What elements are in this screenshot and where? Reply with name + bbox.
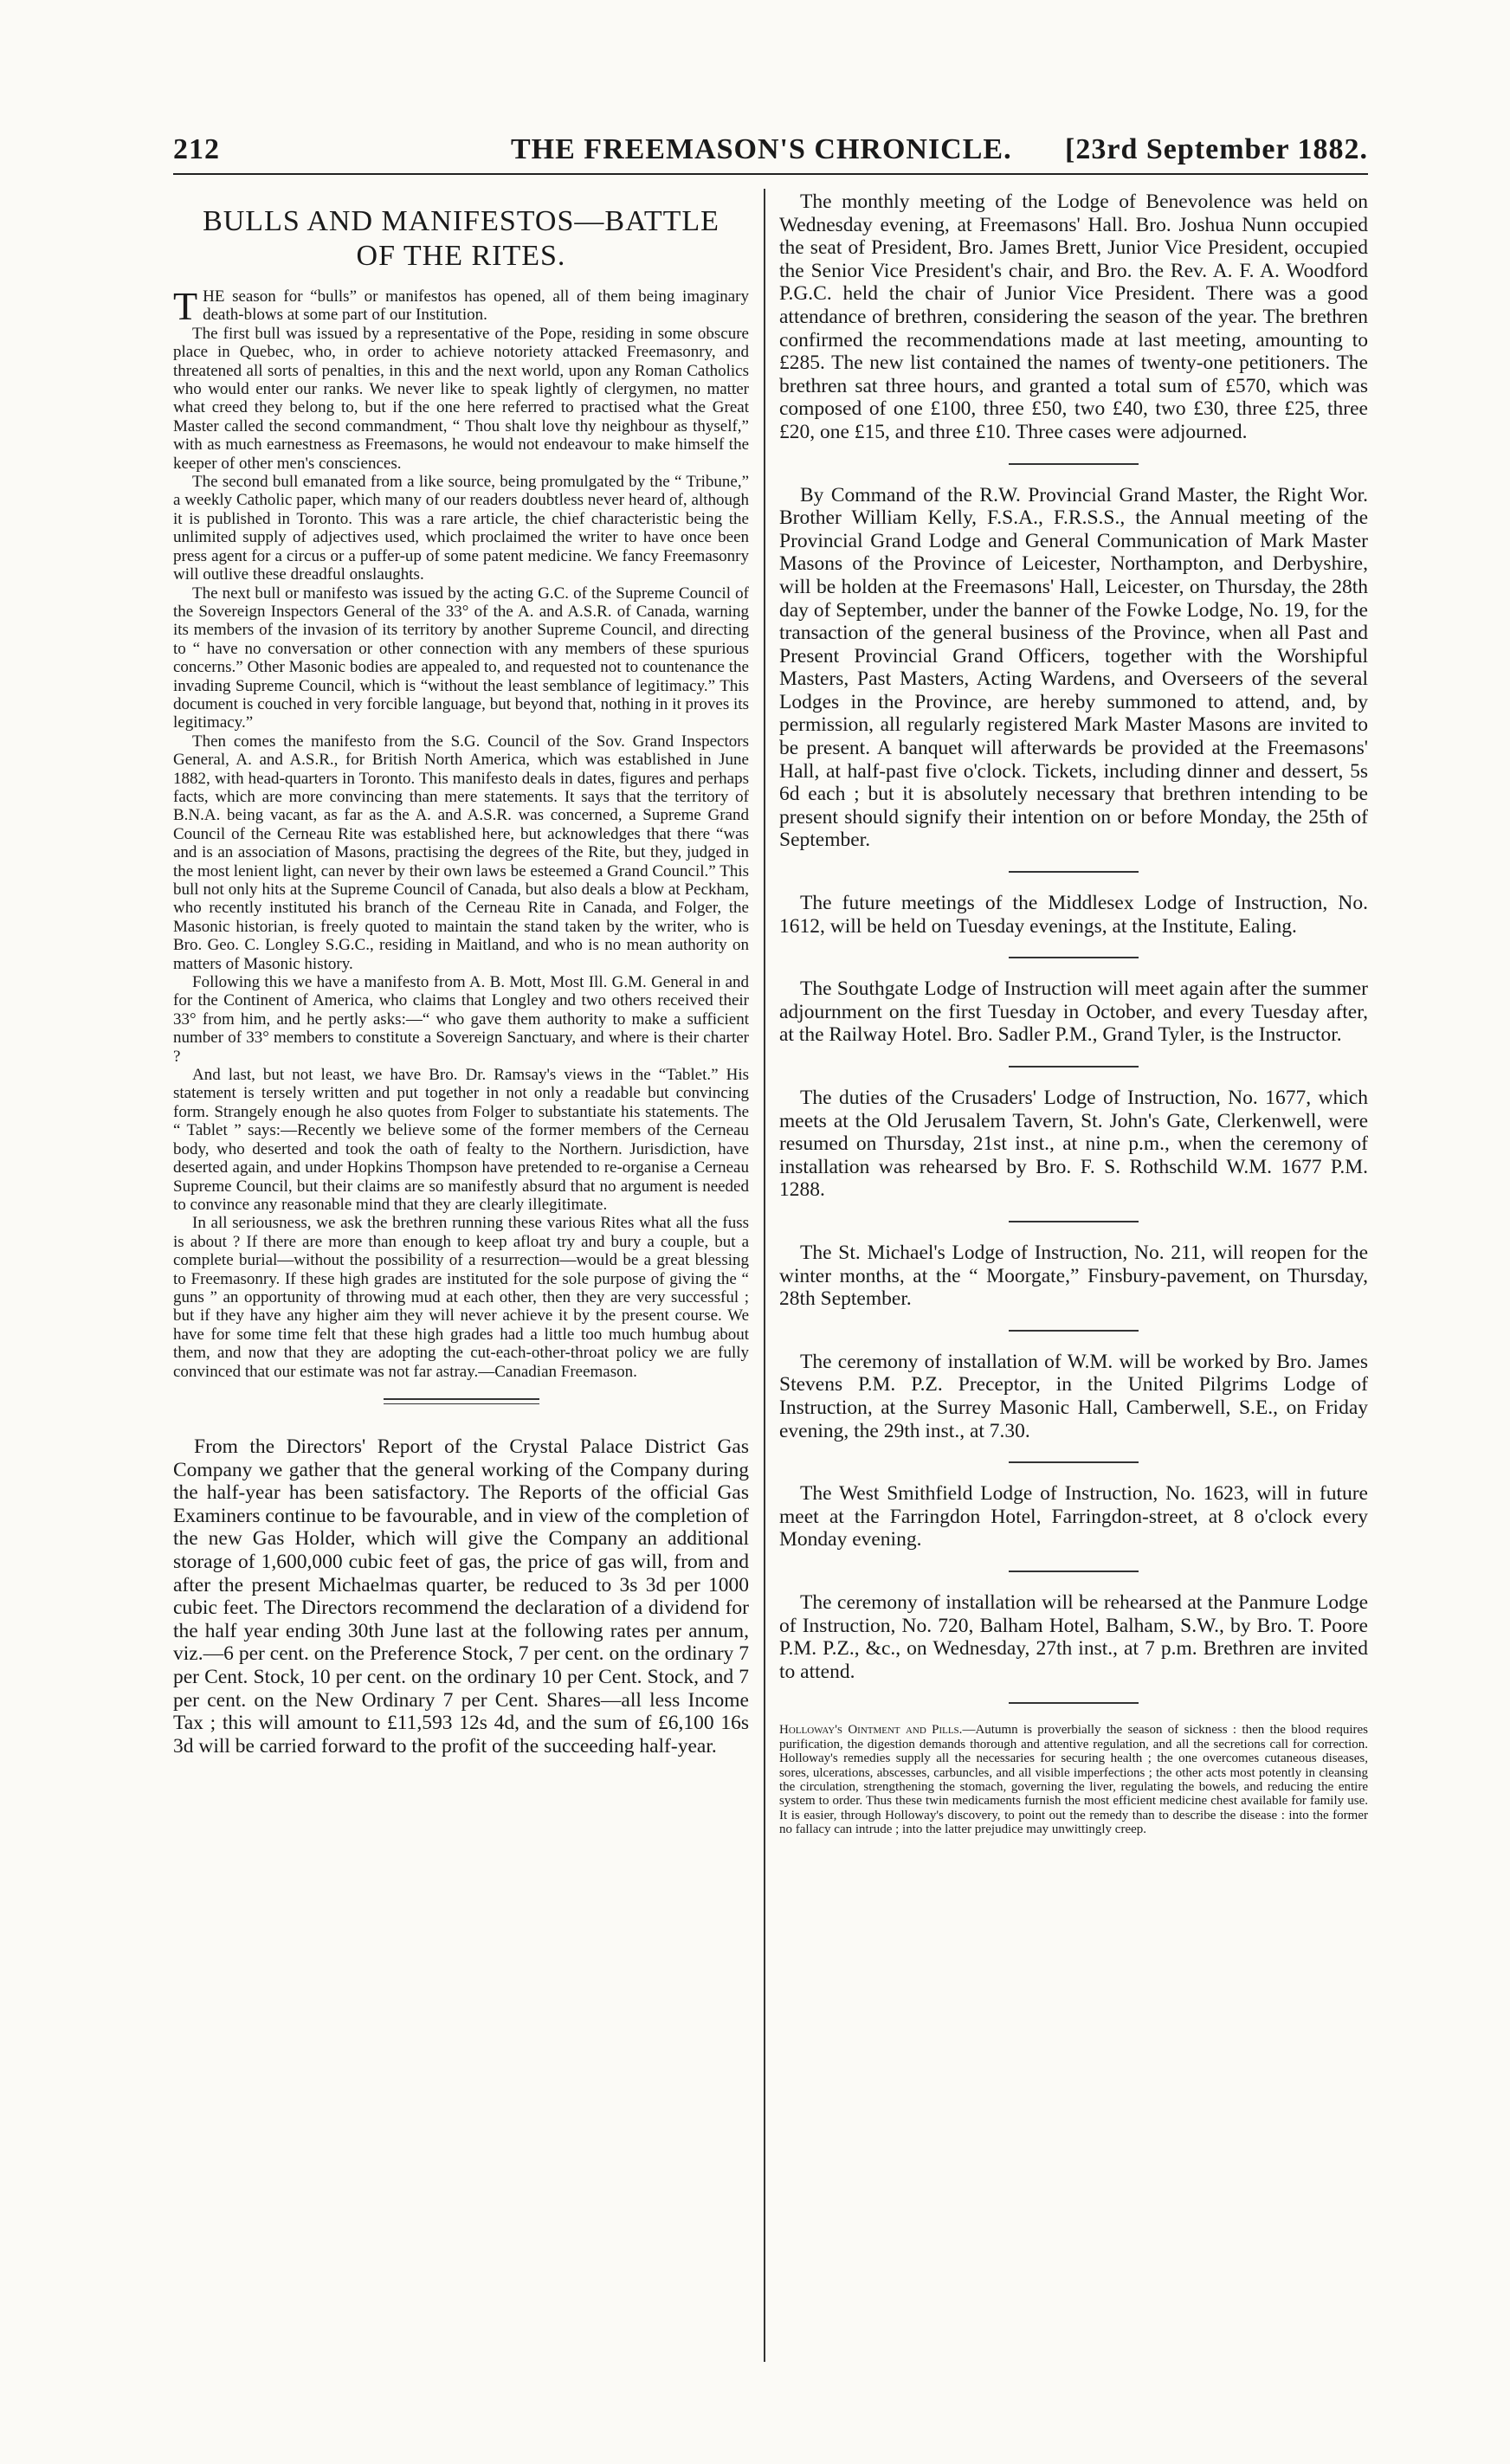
page-header — [173, 130, 1368, 170]
west-smithfield-notice: The West Smithfield Lodge of Instruction, No. 1623, will in future meet at the Farringdon Hotel, Farringdon-street, at 8 o'clock every Monday evening. — [779, 1482, 1368, 1551]
advert-body: —Autumn is proverbially the season of sickness : then the blood requires purification, the digestion demands thorough and attentive regulation, and all the secretions call for correction. Holloway's remedies supply all the necessaries for securing health ; the one overcomes cutaneous diseases, sores, ulcerations, abscesses, carbuncles, and all visible imperfections ; the other acts most potently in cleansing the circulation, strengthening the stomach, governing the liver, regulating the bowels, and reducing the entire system to order. Thus these twin medicaments furnish the most efficient medicine chest available for family use. It is easier, through Holloway's discovery, to point out the remedy than to describe the disease : into the former no fallacy can intrude ; into the latter prejudice may unwittingly creep. — [779, 1723, 1368, 1837]
article-paragraph: The next bull or manifesto was issued by the acting G.C. of the Supreme Council of the Sovereign Inspectors General of the 33° of the A. and A.S.R. of Canada, warning its members of the invasion of its territory by another Supreme Council, and directing to “ have no conversation or other connection with any members of these spurious concerns.” Other Masonic bodies are appealed to, and requested not to countenance the invading Supreme Council, which is “without the least semblance of legitimacy.” This document is couched in very forcible language, but beyond that, nothing in it proves its legitimacy.” — [173, 584, 749, 732]
section-divider — [1009, 1066, 1139, 1068]
provincial-notice: By Command of the R.W. Provincial Grand Master, the Right Wor. Brother William Kelly, F.S.A., F.R.S.S., the Annual meeting of the Provincial Grand Lodge and General Communication of Mark Master Masons of the Province of Leicester, Northampton, and Derbyshire, will be holden at the Freemasons' Hall, Leicester, on Thursday, the 28th day of September, under the banner of the Fowke Lodge, No. 19, for the transaction of the general business of the Province, when all Past and Present Provincial Grand Officers, together with the Worshipful Masters, Past Masters, Acting Wardens, and Overseers of the several Lodges in the Province, are hereby summoned to attend, and, by permission, all regularly registered Mark Master Masons are invited to be present. A banquet will afterwards be provided at the Freemasons' Hall, at half-past five o'clock. Tickets, including dinner and dessert, 5s 6d each ; but it is absolutely necessary that brethren intending to be present should signify their intention on or before Monday, the 25th of September. — [779, 483, 1368, 852]
section-divider — [1009, 463, 1139, 465]
benevolence-notice: The monthly meeting of the Lodge of Benevolence was held on Wednesday evening, at Freemasons' Hall. Bro. Joshua Nunn occupied the seat of President, Bro. James Brett, Junior Vice President, occupied the Senior Vice President's chair, and Bro. the Rev. A. F. A. Woodford P.G.C. held the chair of Junior Vice President. There was a good attendance of brethren, considering the season of the year. The brethren confirmed the recommendations made at last meeting, amounting to £285. The new list contained the names of twenty-one petitioners. The brethren sat three hours, and granted a total sum of £570, which was composed of one £100, three £50, two £40, two £30, three £25, three £20, one £15, and three £10. Three cases were adjourned. — [779, 190, 1368, 443]
article-paragraph: And last, but not least, we have Bro. Dr. Ramsay's views in the “Tablet.” His statement is tersely written and put together in not only a readable but convincing form. Strangely enough he also quotes from Folger to substantiate his statements. The “ Tablet ” says:—Recently we believe some of the former members of the Cerneau body, who deserted and took the oath of fealty to the Northern. Jurisdiction, have deserted again, and under Hopkins Thompson have pretended to re-organise a Cerneau Supreme Council, but their claims are so manifestly absurd that no argument is needed to convince any reasonable mind that they are clearly illegitimate. — [173, 1066, 749, 1214]
st-michael-notice: The St. Michael's Lodge of Instruction, No. 211, will reopen for the winter months, at the “ Moorgate,” Finsbury-pavement, on Thursday, 28th September. — [779, 1241, 1368, 1311]
left-column — [173, 190, 749, 1758]
header-rule — [173, 173, 1368, 175]
section-divider — [1009, 1330, 1139, 1332]
panmure-notice: The ceremony of installation will be rehearsed at the Panmure Lodge of Instruction, No. 720, Balham Hotel, Balham, S.W., by Bro. T. Poore P.M. P.Z., &c., on Wednesday, 27th inst., at 7 p.m. Brethren are invited to attend. — [779, 1590, 1368, 1683]
section-divider — [1009, 871, 1139, 873]
article-paragraph: The second bull emanated from a like source, being promulgated by the “ Tribune,” a weekly Catholic paper, which many of our readers doubtless never heard of, although it is published in Toronto. This was a rare article, the chief characteristic being the unlimited supply of adjectives used, which proclaimed the writer to have once been press agent for a circus or a puffer-up of some patent medicine. We fancy Freemasonry will outlive these dreadful onslaughts. — [173, 473, 749, 584]
united-pilgrims-notice: The ceremony of installation of W.M. will be worked by Bro. James Stevens P.M. P.Z. Preceptor, in the United Pilgrims Lodge of Instruction, at the Surrey Masonic Hall, Camberwell, S.E., on Friday evening, the 29th inst., at 7.30. — [779, 1350, 1368, 1442]
section-divider — [1009, 1221, 1139, 1222]
article-paragraph: Then comes the manifesto from the S.G. Council of the Sov. Grand Inspectors General, A. and A.S.R., for British North America, which was established in June 1882, with head-quarters in Toronto. This manifesto deals in dates, figures and perhaps facts, which are more convincing than mere statements. It says that the territory of B.N.A. being vacant, as far as the A. and A.S.R. was concerned, a Supreme Grand Council of the Cerneau Rite was established here, but acknowledges that there “was and is an association of Masons, practising the degrees of the Rite, but they, judged in the most lenient light, can never by their own laws be esteemed a Grand Council.” This bull not only hits at the Supreme Council of Canada, but also deals a blow at Peckham, who recently instituted his branch of the Cerneau Rite in Canada, and Folger, the Masonic historian, is freely quoted to maintain the stand taken by the writer, who is Bro. Geo. C. Longley S.G.C., residing in Maitland, and who is no mean authority on matters of Masonic history. — [173, 732, 749, 973]
crystal-palace-paragraph: From the Directors' Report of the Crystal Palace District Gas Company we gather that the general working of the Company during the half-year has been satisfactory. The Reports of the official Gas Examiners continue to be favourable, and in view of the completion of the new Gas Holder, which will give the Company an additional storage of 1,600,000 cubic feet of gas, the price of gas will, from and after the present Michaelmas quarter, be reduced to 3s 3d per 1000 cubic feet. The Directors recommend the declaration of a dividend for the half year ending 30th June last at the following rates per annum, viz.—6 per cent. on the Preference Stock, 7 per cent. on the ordinary 7 per Cent. Stock, 10 per cent. on the ordinary 10 per Cent. Stock, and 7 per cent. on the New Ordinary 7 per Cent. Shares—all less Income Tax ; this will amount to £11,593 12s 4d, and the sum of £6,100 16s 3d will be carried forward to the profit of the succeeding half-year. — [173, 1435, 749, 1758]
section-divider — [1009, 1702, 1139, 1704]
section-divider — [1009, 1571, 1139, 1572]
paragraph-text: HE season for “bulls” or manifestos has opened, all of them being imaginary death-blows at some part of our Institution. — [203, 287, 749, 325]
section-divider — [384, 1398, 539, 1404]
article-paragraph: Following this we have a manifesto from A. B. Mott, Most Ill. G.M. General in and for the Continent of America, who claims that Longley and two others received their 33° from him, and he pertly asks:—“ who gave them authority to make a sufficient number of 33° members to constitute a Sovereign Sanctuary, and where is their charter ? — [173, 973, 749, 1066]
article-title — [173, 204, 749, 274]
southgate-notice: The Southgate Lodge of Instruction will meet again after the summer adjournment on the first Tuesday in October, and every Tuesday after, at the Railway Hotel. Bro. Sadler P.M., Grand Tyler, is the Instructor. — [779, 977, 1368, 1047]
page-number: 212 — [173, 133, 220, 165]
holloway-advertisement — [779, 1723, 1368, 1836]
section-divider — [1009, 957, 1139, 958]
right-column — [779, 190, 1368, 1837]
article-paragraph — [173, 284, 749, 328]
article-title-line: BULLS AND MANIFESTOS—BATTLE — [203, 205, 720, 237]
drop-cap: T — [173, 284, 198, 328]
section-divider — [1009, 1461, 1139, 1463]
column-divider — [764, 189, 765, 2362]
advert-lead: Holloway's Ointment and Pills. — [779, 1723, 963, 1738]
middlesex-notice: The future meetings of the Middlesex Lodge of Instruction, No. 1612, will be held on Tuesday evenings, at the Institute, Ealing. — [779, 892, 1368, 938]
issue-date: [23rd September 1882. — [1065, 133, 1368, 165]
crusaders-notice: The duties of the Crusaders' Lodge of Instruction, No. 1677, which meets at the Old Jerusalem Tavern, St. John's Gate, Clerkenwell, were resumed on Thursday, 21st inst., at nine p.m., when the ceremony of installation was rehearsed by Bro. F. S. Rothschild W.M. 1677 P.M. 1288. — [779, 1087, 1368, 1202]
publication-title: THE FREEMASON'S CHRONICLE. — [511, 133, 1012, 165]
article-paragraph: The first bull was issued by a representative of the Pope, residing in some obscure place in Quebec, who, in order to achieve notoriety attacked Freemasonry, and threatened all sorts of penalties, in this and the next world, upon any Roman Catholics who would enter our ranks. We never like to speak lightly of clergymen, no matter what creed they belong to, but if the one here referred to practised what the Great Master called the second commandment, “ Thou shalt love thy neighbour as thyself,” with as much earnestness as Freemasons, he would not endeavour to make himself the keeper of other men's consciences. — [173, 324, 749, 473]
article-paragraph: In all seriousness, we ask the brethren running these various Rites what all the fuss is about ? If there are more than enough to keep afloat try and bury a couple, but a complete burial—without the possibility of a resurrection—would be a great blessing to Freemasonry. If these high grades are instituted for the sole purpose of giving the “ guns ” an opportunity of throwing mud at each other, then they are very successful ; but if they have any higher aim they will never achieve it by the present course. We have for some time felt that these high grades had a little too much humbug about them, and now that they are adopting the cut-each-other-throat policy we are fully convinced that our estimate was not far astray.—Canadian Freemason. — [173, 1214, 749, 1381]
article-title-line: OF THE RITES. — [356, 240, 566, 272]
